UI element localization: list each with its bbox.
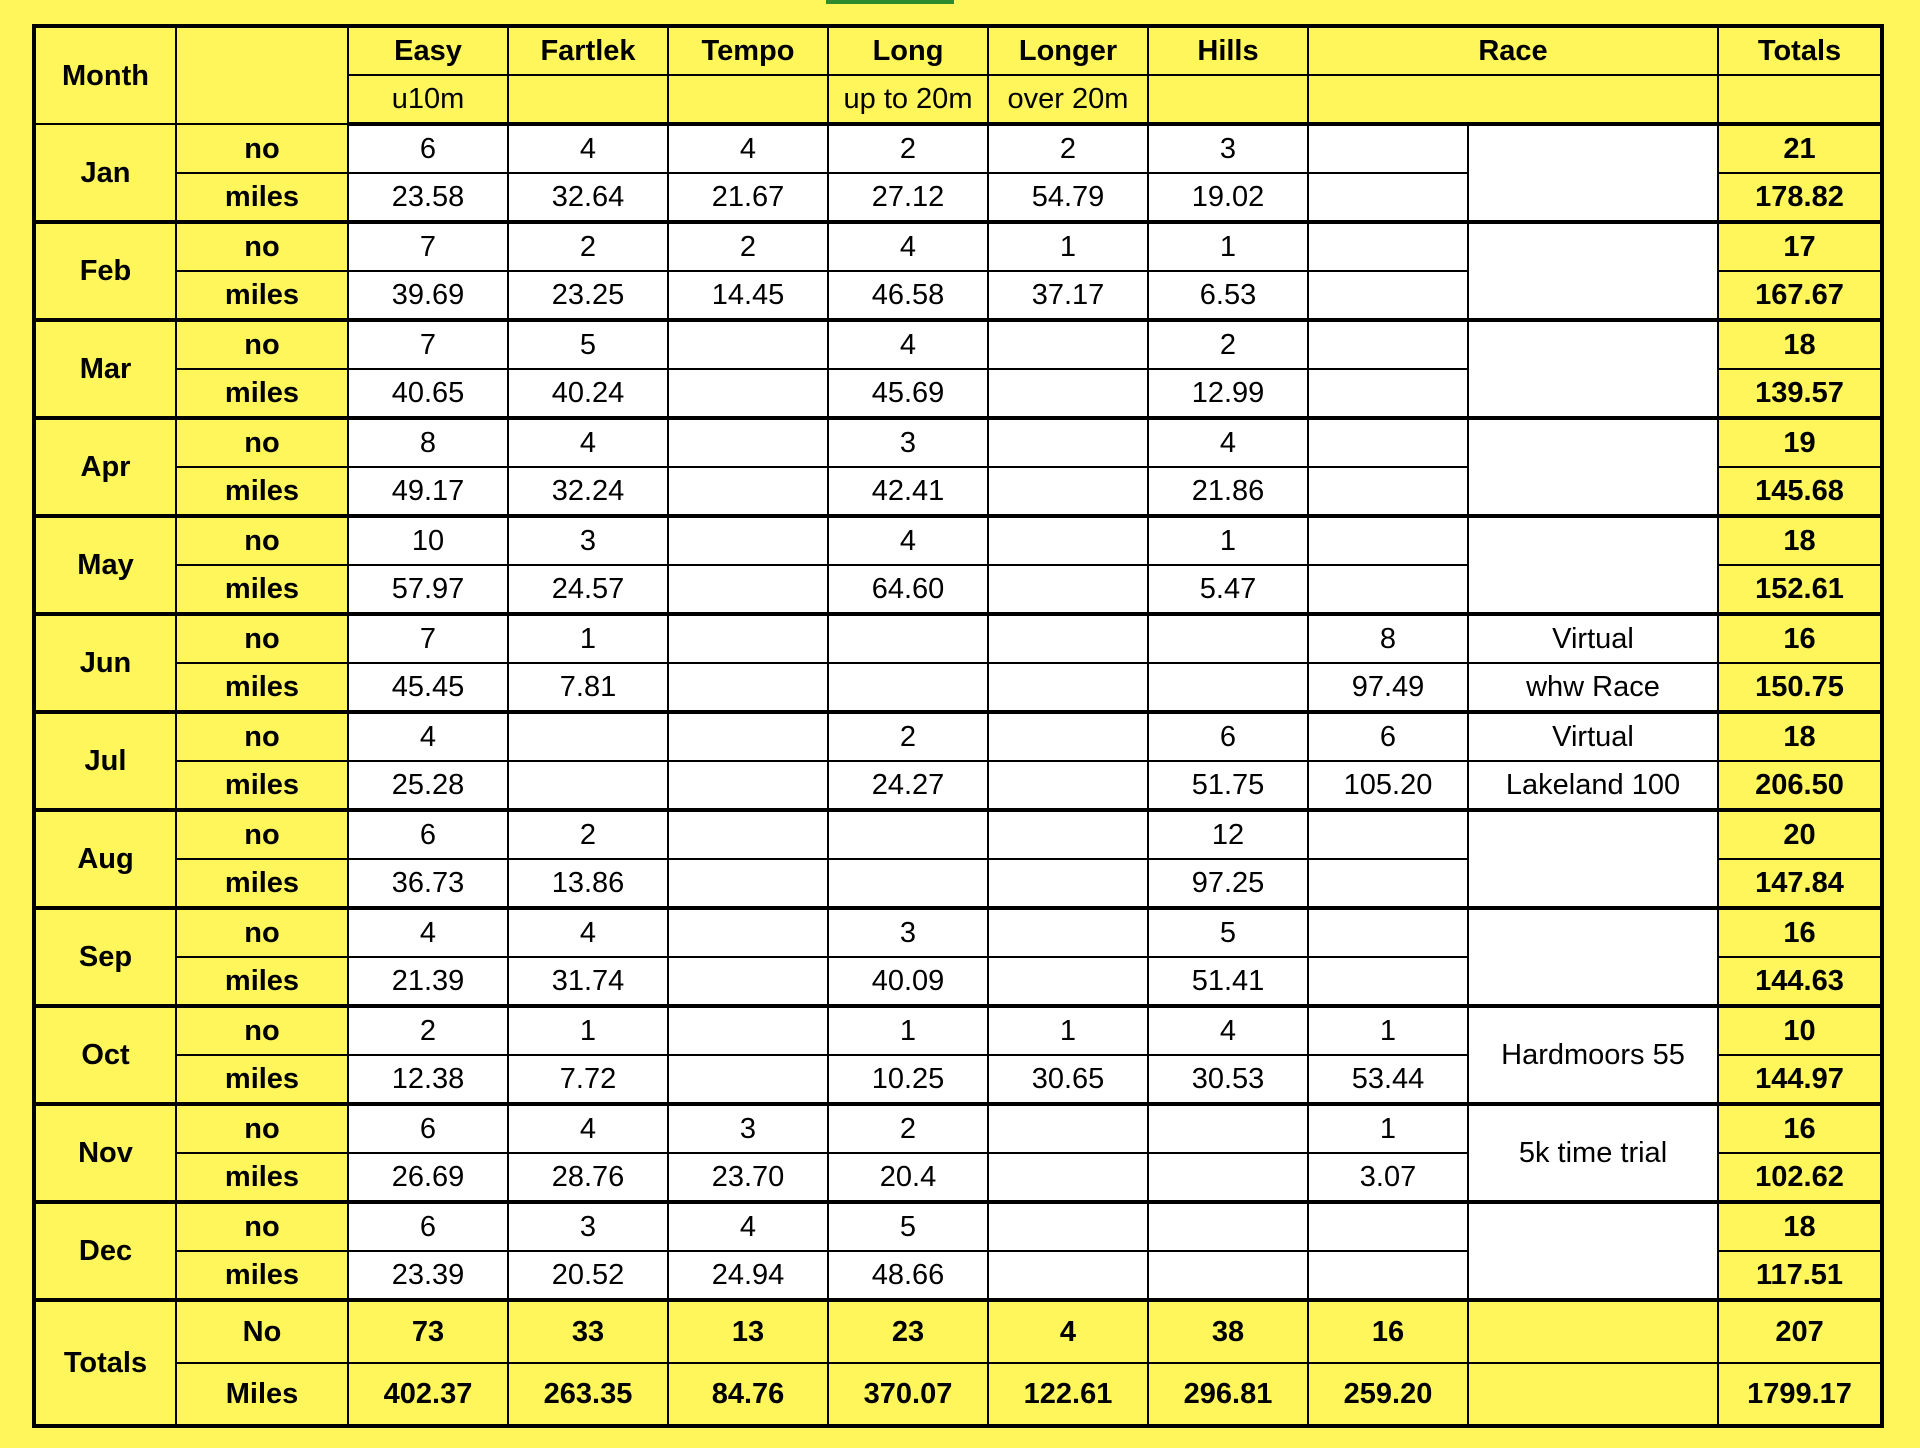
cell-miles — [988, 859, 1148, 908]
month-total-no: 18 — [1718, 1202, 1882, 1251]
row-label-miles: miles — [176, 173, 348, 222]
cell-no: 4 — [1148, 1006, 1308, 1055]
header-longer: Longer — [988, 26, 1148, 75]
month-total-miles: 117.51 — [1718, 1251, 1882, 1300]
subhead-3: up to 20m — [828, 75, 988, 124]
cell-miles: 21.86 — [1148, 467, 1308, 516]
race-note — [1468, 320, 1718, 418]
cell-miles — [1148, 663, 1308, 712]
subhead-4: over 20m — [988, 75, 1148, 124]
cell-miles: 23.58 — [348, 173, 508, 222]
cell-no: 2 — [828, 712, 988, 761]
cell-miles: 23.70 — [668, 1153, 828, 1202]
cell-no: 4 — [508, 418, 668, 467]
cell-miles: 21.39 — [348, 957, 508, 1006]
cell-no: 7 — [348, 222, 508, 271]
totals-label-miles: Miles — [176, 1363, 348, 1426]
cell-no: 3 — [828, 908, 988, 957]
total-no: 4 — [988, 1300, 1148, 1363]
cell-miles: 45.45 — [348, 663, 508, 712]
month-name: Dec — [34, 1202, 176, 1300]
cell-no: 2 — [1148, 320, 1308, 369]
cell-miles: 40.09 — [828, 957, 988, 1006]
month-name: Feb — [34, 222, 176, 320]
cell-miles — [1308, 859, 1468, 908]
cell-no: 6 — [1148, 712, 1308, 761]
cell-no: 1 — [988, 222, 1148, 271]
cell-no: 2 — [668, 222, 828, 271]
cell-miles — [1308, 467, 1468, 516]
cell-no: 6 — [348, 1202, 508, 1251]
cell-miles: 14.45 — [668, 271, 828, 320]
total-miles: 402.37 — [348, 1363, 508, 1426]
month-total-no: 18 — [1718, 712, 1882, 761]
month-name: Aug — [34, 810, 176, 908]
cell-miles: 37.17 — [988, 271, 1148, 320]
cell-miles — [1308, 173, 1468, 222]
cell-miles: 54.79 — [988, 173, 1148, 222]
month-name: Jul — [34, 712, 176, 810]
cell-miles: 24.27 — [828, 761, 988, 810]
cell-no — [988, 614, 1148, 663]
cell-miles: 30.65 — [988, 1055, 1148, 1104]
cell-miles — [988, 467, 1148, 516]
cell-no — [988, 712, 1148, 761]
training-log-table — [32, 24, 1884, 1428]
total-no: 33 — [508, 1300, 668, 1363]
cell-no: 4 — [348, 908, 508, 957]
cell-no — [1308, 418, 1468, 467]
cell-no: 3 — [1148, 124, 1308, 173]
cell-miles: 7.81 — [508, 663, 668, 712]
cell-miles: 97.25 — [1148, 859, 1308, 908]
cell-no: 6 — [1308, 712, 1468, 761]
cell-miles — [668, 859, 828, 908]
cell-no — [668, 516, 828, 565]
cell-miles: 51.75 — [1148, 761, 1308, 810]
cell-miles: 31.74 — [508, 957, 668, 1006]
row-label-miles: miles — [176, 1055, 348, 1104]
cell-miles: 12.38 — [348, 1055, 508, 1104]
cell-miles: 32.64 — [508, 173, 668, 222]
row-label-miles: miles — [176, 957, 348, 1006]
cell-no: 7 — [348, 320, 508, 369]
cell-miles: 26.69 — [348, 1153, 508, 1202]
row-label-miles: miles — [176, 761, 348, 810]
cell-miles: 45.69 — [828, 369, 988, 418]
cell-miles — [988, 663, 1148, 712]
row-label-miles: miles — [176, 467, 348, 516]
cell-miles — [988, 761, 1148, 810]
cell-no — [988, 418, 1148, 467]
cell-miles — [668, 467, 828, 516]
cell-no — [1308, 124, 1468, 173]
cell-miles: 28.76 — [508, 1153, 668, 1202]
cell-no: 1 — [1308, 1006, 1468, 1055]
cell-no — [668, 1006, 828, 1055]
cell-no — [668, 320, 828, 369]
cell-no: 2 — [508, 810, 668, 859]
cell-miles: 40.24 — [508, 369, 668, 418]
cell-no — [1308, 1202, 1468, 1251]
cell-miles: 24.57 — [508, 565, 668, 614]
total-miles: 370.07 — [828, 1363, 988, 1426]
total-miles: 296.81 — [1148, 1363, 1308, 1426]
race-note — [1468, 124, 1718, 222]
cell-miles: 64.60 — [828, 565, 988, 614]
row-label-no: no — [176, 1202, 348, 1251]
month-total-miles: 144.63 — [1718, 957, 1882, 1006]
cell-miles: 5.47 — [1148, 565, 1308, 614]
month-name: Sep — [34, 908, 176, 1006]
cell-no — [668, 810, 828, 859]
cell-no — [1148, 1104, 1308, 1153]
subhead-totals — [1718, 75, 1882, 124]
row-label-no: no — [176, 222, 348, 271]
header-tempo: Tempo — [668, 26, 828, 75]
cell-no: 2 — [828, 124, 988, 173]
row-label-no: no — [176, 418, 348, 467]
month-total-miles: 145.68 — [1718, 467, 1882, 516]
cell-no — [1148, 1202, 1308, 1251]
totals-label: Totals — [34, 1300, 176, 1426]
total-no: 73 — [348, 1300, 508, 1363]
row-label-no: no — [176, 908, 348, 957]
cell-miles: 10.25 — [828, 1055, 988, 1104]
race-note — [1468, 418, 1718, 516]
row-label-no: no — [176, 516, 348, 565]
cell-miles — [1148, 1153, 1308, 1202]
cell-miles: 25.28 — [348, 761, 508, 810]
month-total-no: 19 — [1718, 418, 1882, 467]
cell-no — [828, 810, 988, 859]
cell-miles: 32.24 — [508, 467, 668, 516]
cell-no — [988, 1104, 1148, 1153]
cell-no: 6 — [348, 124, 508, 173]
cell-no — [988, 908, 1148, 957]
cell-no — [1308, 908, 1468, 957]
cell-miles: 13.86 — [508, 859, 668, 908]
row-label-no: no — [176, 712, 348, 761]
month-name: Jan — [34, 124, 176, 222]
cell-no: 5 — [828, 1202, 988, 1251]
cell-miles — [1148, 1251, 1308, 1300]
cell-no: 1 — [828, 1006, 988, 1055]
cell-miles — [1308, 565, 1468, 614]
cell-miles — [988, 565, 1148, 614]
race-note: Hardmoors 55 — [1468, 1006, 1718, 1104]
race-note: Virtual — [1468, 614, 1718, 663]
cell-no: 1 — [1148, 222, 1308, 271]
cell-miles — [668, 369, 828, 418]
cell-miles — [668, 957, 828, 1006]
cell-no — [668, 712, 828, 761]
total-miles: 84.76 — [668, 1363, 828, 1426]
race-note — [1468, 908, 1718, 1006]
cell-miles: 21.67 — [668, 173, 828, 222]
cell-no: 8 — [1308, 614, 1468, 663]
cell-miles: 48.66 — [828, 1251, 988, 1300]
month-total-miles: 147.84 — [1718, 859, 1882, 908]
month-total-miles: 167.67 — [1718, 271, 1882, 320]
cell-no — [668, 614, 828, 663]
cell-miles — [508, 761, 668, 810]
cell-no: 6 — [348, 1104, 508, 1153]
month-total-no: 17 — [1718, 222, 1882, 271]
race-note: 5k time trial — [1468, 1104, 1718, 1202]
cell-miles: 40.65 — [348, 369, 508, 418]
header-hills: Hills — [1148, 26, 1308, 75]
cell-no: 1 — [1148, 516, 1308, 565]
cell-no — [1308, 222, 1468, 271]
cell-no: 4 — [1148, 418, 1308, 467]
month-total-no: 20 — [1718, 810, 1882, 859]
cell-no: 3 — [828, 418, 988, 467]
month-total-no: 18 — [1718, 516, 1882, 565]
cell-miles — [1308, 957, 1468, 1006]
header-accent-mark — [826, 0, 954, 4]
total-miles — [1468, 1363, 1718, 1426]
row-label-no: no — [176, 810, 348, 859]
cell-miles — [828, 663, 988, 712]
row-label-miles: miles — [176, 369, 348, 418]
cell-miles — [1308, 1251, 1468, 1300]
cell-miles: 12.99 — [1148, 369, 1308, 418]
total-miles: 122.61 — [988, 1363, 1148, 1426]
month-total-miles: 102.62 — [1718, 1153, 1882, 1202]
cell-no: 4 — [828, 222, 988, 271]
month-total-no: 16 — [1718, 908, 1882, 957]
cell-no — [668, 418, 828, 467]
header-race: Race — [1308, 26, 1718, 75]
cell-no: 1 — [508, 614, 668, 663]
cell-no — [988, 810, 1148, 859]
cell-no — [1148, 614, 1308, 663]
month-total-no: 21 — [1718, 124, 1882, 173]
month-total-no: 16 — [1718, 1104, 1882, 1153]
cell-no — [1308, 516, 1468, 565]
month-total-no: 18 — [1718, 320, 1882, 369]
race-note — [1468, 222, 1718, 320]
month-name: Nov — [34, 1104, 176, 1202]
month-total-miles: 150.75 — [1718, 663, 1882, 712]
cell-no: 8 — [348, 418, 508, 467]
cell-miles: 53.44 — [1308, 1055, 1468, 1104]
month-total-miles: 144.97 — [1718, 1055, 1882, 1104]
cell-no — [1308, 810, 1468, 859]
cell-no: 4 — [668, 124, 828, 173]
cell-no — [988, 320, 1148, 369]
row-label-miles: miles — [176, 859, 348, 908]
cell-miles: 49.17 — [348, 467, 508, 516]
header-totals: Totals — [1718, 26, 1882, 75]
cell-miles: 105.20 — [1308, 761, 1468, 810]
cell-miles — [668, 663, 828, 712]
total-no: 207 — [1718, 1300, 1882, 1363]
race-note — [1468, 810, 1718, 908]
month-name: Apr — [34, 418, 176, 516]
cell-no: 2 — [348, 1006, 508, 1055]
month-name: Jun — [34, 614, 176, 712]
row-label-no: no — [176, 614, 348, 663]
race-note — [1468, 516, 1718, 614]
race-note — [1468, 1202, 1718, 1300]
cell-miles: 7.72 — [508, 1055, 668, 1104]
subhead-race — [1308, 75, 1718, 124]
cell-miles: 36.73 — [348, 859, 508, 908]
cell-no — [508, 712, 668, 761]
row-label-miles: miles — [176, 663, 348, 712]
month-total-miles: 178.82 — [1718, 173, 1882, 222]
cell-no: 1 — [988, 1006, 1148, 1055]
month-name: Mar — [34, 320, 176, 418]
cell-miles: 30.53 — [1148, 1055, 1308, 1104]
cell-miles: 3.07 — [1308, 1153, 1468, 1202]
subhead-1 — [508, 75, 668, 124]
total-miles: 1799.17 — [1718, 1363, 1882, 1426]
race-note: whw Race — [1468, 663, 1718, 712]
cell-no: 7 — [348, 614, 508, 663]
totals-label-no: No — [176, 1300, 348, 1363]
cell-miles: 51.41 — [1148, 957, 1308, 1006]
cell-miles — [668, 761, 828, 810]
cell-no — [828, 614, 988, 663]
cell-miles: 97.49 — [1308, 663, 1468, 712]
total-no: 38 — [1148, 1300, 1308, 1363]
cell-no — [988, 1202, 1148, 1251]
cell-no: 1 — [1308, 1104, 1468, 1153]
race-note: Virtual — [1468, 712, 1718, 761]
total-no: 16 — [1308, 1300, 1468, 1363]
cell-miles: 24.94 — [668, 1251, 828, 1300]
cell-miles — [988, 1251, 1148, 1300]
cell-no: 4 — [508, 1104, 668, 1153]
cell-miles: 23.39 — [348, 1251, 508, 1300]
total-miles: 259.20 — [1308, 1363, 1468, 1426]
cell-no: 2 — [988, 124, 1148, 173]
cell-miles — [988, 369, 1148, 418]
cell-no: 4 — [668, 1202, 828, 1251]
header-easy: Easy — [348, 26, 508, 75]
cell-miles: 46.58 — [828, 271, 988, 320]
cell-miles: 39.69 — [348, 271, 508, 320]
row-label-miles: miles — [176, 271, 348, 320]
cell-no: 1 — [508, 1006, 668, 1055]
header-fartlek: Fartlek — [508, 26, 668, 75]
month-total-miles: 206.50 — [1718, 761, 1882, 810]
row-label-miles: miles — [176, 1251, 348, 1300]
row-label-miles: miles — [176, 565, 348, 614]
subhead-0: u10m — [348, 75, 508, 124]
total-no: 13 — [668, 1300, 828, 1363]
cell-no: 10 — [348, 516, 508, 565]
cell-miles — [1308, 369, 1468, 418]
month-total-no: 10 — [1718, 1006, 1882, 1055]
cell-no: 4 — [348, 712, 508, 761]
cell-miles — [668, 1055, 828, 1104]
total-miles: 263.35 — [508, 1363, 668, 1426]
total-no: 23 — [828, 1300, 988, 1363]
month-total-miles: 139.57 — [1718, 369, 1882, 418]
cell-no — [1308, 320, 1468, 369]
cell-no: 12 — [1148, 810, 1308, 859]
cell-miles: 57.97 — [348, 565, 508, 614]
row-label-no: no — [176, 1104, 348, 1153]
cell-miles: 42.41 — [828, 467, 988, 516]
cell-no — [668, 908, 828, 957]
cell-no: 3 — [508, 516, 668, 565]
cell-miles: 23.25 — [508, 271, 668, 320]
subhead-5 — [1148, 75, 1308, 124]
cell-no: 2 — [828, 1104, 988, 1153]
row-label-no: no — [176, 124, 348, 173]
row-label-no: no — [176, 1006, 348, 1055]
row-label-no: no — [176, 320, 348, 369]
cell-no: 3 — [668, 1104, 828, 1153]
cell-no — [988, 516, 1148, 565]
cell-no: 5 — [508, 320, 668, 369]
header-long: Long — [828, 26, 988, 75]
row-label-miles: miles — [176, 1153, 348, 1202]
cell-miles: 20.4 — [828, 1153, 988, 1202]
cell-no: 4 — [508, 908, 668, 957]
month-name: May — [34, 516, 176, 614]
month-total-no: 16 — [1718, 614, 1882, 663]
month-total-miles: 152.61 — [1718, 565, 1882, 614]
cell-miles: 27.12 — [828, 173, 988, 222]
cell-miles: 20.52 — [508, 1251, 668, 1300]
header-label-col — [176, 26, 348, 124]
header-month: Month — [34, 26, 176, 124]
cell-no: 3 — [508, 1202, 668, 1251]
cell-miles — [668, 565, 828, 614]
cell-no: 4 — [828, 320, 988, 369]
month-name: Oct — [34, 1006, 176, 1104]
cell-miles: 19.02 — [1148, 173, 1308, 222]
cell-no: 6 — [348, 810, 508, 859]
cell-no: 5 — [1148, 908, 1308, 957]
cell-miles — [828, 859, 988, 908]
cell-miles: 6.53 — [1148, 271, 1308, 320]
race-note: Lakeland 100 — [1468, 761, 1718, 810]
cell-no: 4 — [508, 124, 668, 173]
cell-no: 2 — [508, 222, 668, 271]
cell-no: 4 — [828, 516, 988, 565]
total-no — [1468, 1300, 1718, 1363]
cell-miles — [1308, 271, 1468, 320]
cell-miles — [988, 957, 1148, 1006]
cell-miles — [988, 1153, 1148, 1202]
subhead-2 — [668, 75, 828, 124]
